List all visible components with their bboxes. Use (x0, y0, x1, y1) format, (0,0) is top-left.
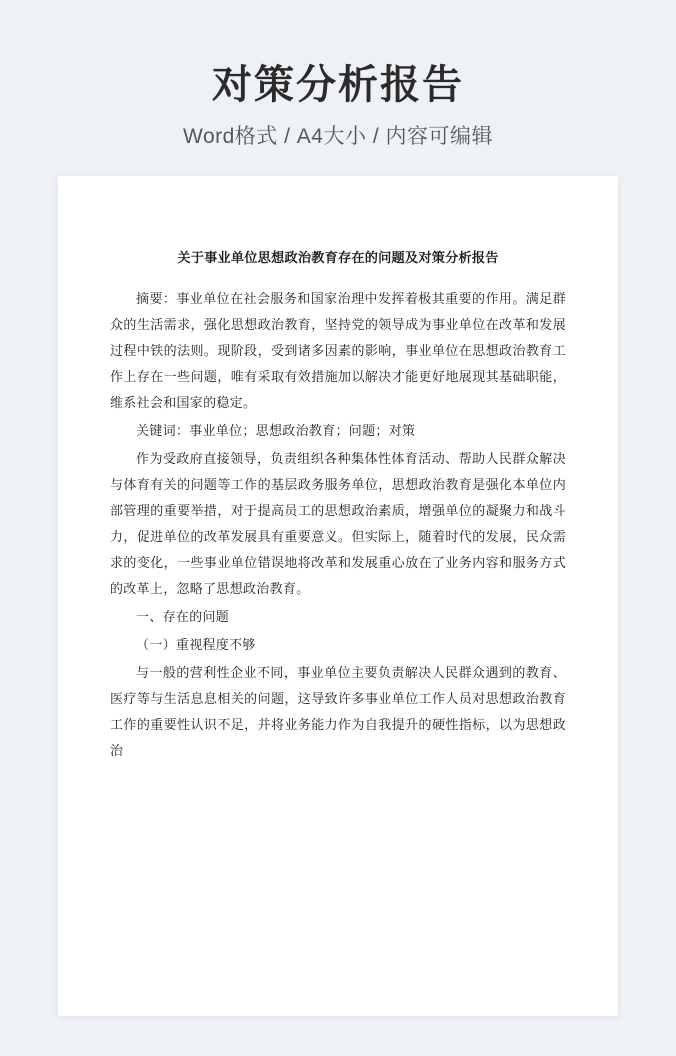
document-paragraph: 关键词：事业单位；思想政治教育；问题；对策 (136, 424, 416, 440)
document-paragraph: 与一般的营利性企业不同，事业单位主要负责解决人民群众遇到的教育、医疗等与生活息息相关的问题，这导致许多事业单位工作人员对思想政治教育工作的重要性认识不足，并将业务能力作为自我提升的硬性指标，以为思想政治 (110, 666, 566, 760)
document-section-heading: 一、存在的问题 (136, 610, 230, 626)
document-subsection-heading: （一）重视程度不够 (136, 638, 256, 654)
document-paragraph: 作为受政府直接领导，负责组织各种集体性体育活动、帮助人民群众解决与体育有关的问题等工作的基层政务服务单位，思想政治教育是强化本单位内部管理的重要举措，对于提高员工的思想政治素质，增强单位的凝聚力和战斗力，促进单位的改革发展具有重要意义。但实际上，随着时代的发展，民众需求的变化，一些事业单位错误地将改革和发展重心放在了业务内容和服务方式的改革上，忽略了思想政治教育。 (110, 452, 566, 598)
document-paragraph: 摘要：事业单位在社会服务和国家治理中发挥着极其重要的作用。满足群众的生活需求，强化思想政治教育，坚持党的领导成为事业单位在改革和发展过程中铁的法则。现阶段，受到诸多因素的影响，事业单位在思想政治教育工作上存在一些问题，唯有采取有效措施加以解决才能更好地展现其基础职能，维系社会和国家的稳定。 (110, 292, 566, 412)
header (0, 0, 676, 150)
page-title: 对策分析报告 (212, 63, 464, 107)
page-subtitle: Word格式 / A4大小 / 内容可编辑 (183, 125, 493, 148)
document-title: 关于事业单位思想政治教育存在的问题及对策分析报告 (177, 251, 499, 266)
document-preview-sheet (58, 176, 618, 1016)
